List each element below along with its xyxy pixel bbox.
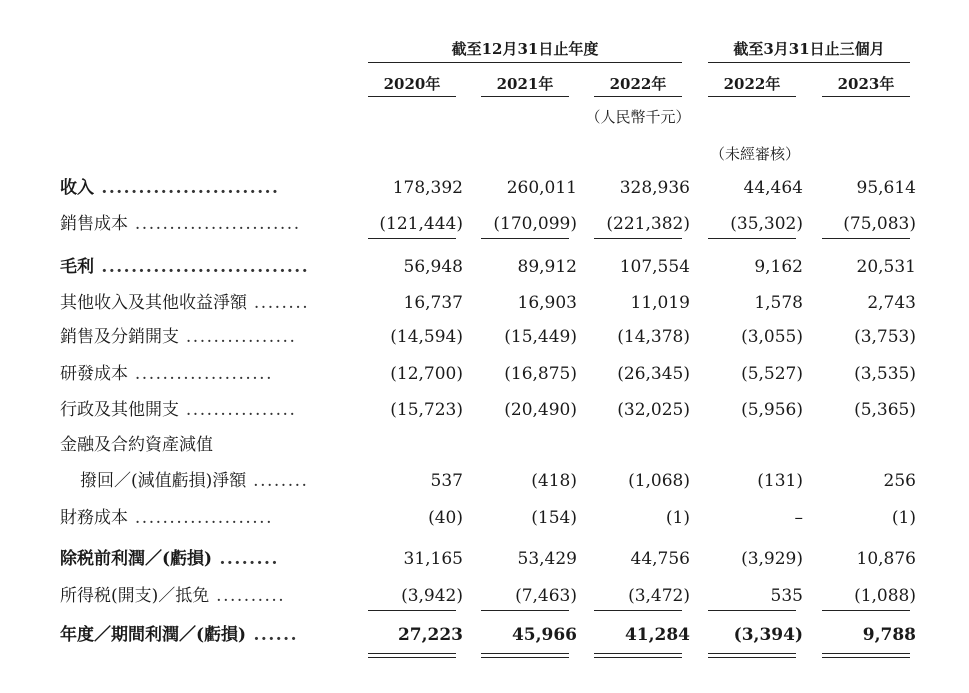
- cell-value: (15,449): [504, 327, 577, 347]
- total-double-rule: [594, 657, 682, 658]
- column-header-2022-q1: 2022年: [723, 75, 781, 93]
- cell-value: 16,903: [517, 293, 577, 313]
- total-double-rule: [368, 653, 456, 654]
- cell-value: 41,284: [624, 625, 690, 645]
- subtotal-rule: [708, 610, 796, 611]
- cell-value: 11,019: [630, 293, 690, 313]
- row-label-text: 毛利: [60, 257, 94, 277]
- row-label-text: 撥回／(減值虧損)淨額: [80, 471, 247, 491]
- total-double-rule: [822, 657, 910, 658]
- cell-value: 16,737: [403, 293, 463, 313]
- dot-leader: ........: [247, 293, 310, 313]
- row-label: [60, 507, 340, 529]
- cell-value: (131): [757, 471, 803, 491]
- row-label-text: 金融及合約資產減值: [60, 435, 213, 455]
- row-label-text: 行政及其他開支: [60, 400, 179, 420]
- row-label: [60, 624, 340, 646]
- header-group-year-end-rule: [368, 62, 682, 63]
- row-label-text: 年度／期間利潤／(虧損): [60, 625, 247, 645]
- cell-value: (3,394): [733, 625, 803, 645]
- cell-value: (3,535): [854, 364, 916, 384]
- cell-value: (15,723): [390, 400, 463, 420]
- cell-value: 45,966: [511, 625, 577, 645]
- cell-value: (3,942): [401, 586, 463, 606]
- cell-value: (75,083): [843, 214, 916, 234]
- subtotal-rule: [368, 610, 456, 611]
- cell-value: (1,068): [628, 471, 690, 491]
- cell-value: (32,025): [617, 400, 690, 420]
- cell-value: 2,743: [867, 293, 916, 313]
- cell-value: 44,464: [743, 178, 803, 198]
- unaudited-note: （未經審核）: [709, 145, 800, 163]
- cell-value: (35,302): [730, 214, 803, 234]
- cell-value: (14,378): [617, 327, 690, 347]
- column-header-2022: 2022年: [609, 75, 667, 93]
- cell-value: (5,527): [741, 364, 803, 384]
- row-label-text: 收入: [60, 178, 94, 198]
- cell-value: (154): [531, 508, 577, 528]
- row-label: [60, 177, 340, 199]
- cell-value: (3,472): [628, 586, 690, 606]
- header-group-year-end: 截至12月31日止年度: [451, 40, 599, 58]
- cell-value: 53,429: [517, 549, 577, 569]
- cell-value: (5,365): [854, 400, 916, 420]
- subtotal-rule: [708, 238, 796, 239]
- row-label-text: 所得税(開支)／抵免: [60, 586, 210, 606]
- column-rule-2021: [481, 96, 569, 97]
- row-label-text: 銷售成本: [60, 214, 128, 234]
- cell-value: 20,531: [856, 257, 916, 277]
- row-label: [60, 585, 340, 607]
- cell-value: (14,594): [390, 327, 463, 347]
- row-label: [60, 363, 340, 385]
- dot-leader: ......: [246, 625, 299, 645]
- subtotal-rule: [481, 610, 569, 611]
- column-rule-2023-q1: [822, 96, 910, 97]
- total-double-rule: [481, 657, 569, 658]
- dot-leader: ............................: [94, 257, 310, 277]
- row-label: [60, 256, 340, 278]
- cell-value: 260,011: [506, 178, 577, 198]
- cell-value: (3,929): [741, 549, 803, 569]
- cell-value: (221,382): [606, 214, 690, 234]
- total-double-rule: [708, 657, 796, 658]
- row-label-text: 除税前利潤／(虧損): [60, 549, 213, 569]
- column-rule-2020: [368, 96, 456, 97]
- dot-leader: ........................: [128, 214, 301, 234]
- cell-value: 537: [430, 471, 463, 491]
- cell-value: 10,876: [856, 549, 916, 569]
- cell-value: (418): [531, 471, 577, 491]
- cell-value: (5,956): [741, 400, 803, 420]
- cell-value: (1,088): [854, 586, 916, 606]
- dot-leader: ........: [212, 549, 279, 569]
- cell-value: 89,912: [517, 257, 577, 277]
- cell-value: (40): [428, 508, 463, 528]
- row-label-text: 其他收入及其他收益淨額: [60, 293, 247, 313]
- cell-value: –: [794, 508, 803, 528]
- header-group-three-months: 截至3月31日止三個月: [733, 40, 885, 58]
- cell-value: 9,162: [754, 257, 803, 277]
- row-label: [60, 399, 340, 421]
- total-double-rule: [368, 657, 456, 658]
- dot-leader: ..........: [209, 586, 286, 606]
- subtotal-rule: [822, 238, 910, 239]
- row-label: [60, 326, 340, 348]
- cell-value: 328,936: [619, 178, 690, 198]
- dot-leader: ........................: [94, 178, 280, 198]
- total-double-rule: [708, 653, 796, 654]
- cell-value: 31,165: [403, 549, 463, 569]
- row-label: [60, 548, 340, 570]
- cell-value: (1): [891, 508, 916, 528]
- total-double-rule: [481, 653, 569, 654]
- dot-leader: ................: [179, 400, 297, 420]
- total-double-rule: [822, 653, 910, 654]
- subtotal-rule: [594, 610, 682, 611]
- unit-note: （人民幣千元）: [585, 108, 691, 126]
- row-label: [60, 434, 340, 456]
- row-label: [80, 470, 340, 492]
- subtotal-rule: [481, 238, 569, 239]
- cell-value: 27,223: [397, 625, 463, 645]
- cell-value: 9,788: [862, 625, 916, 645]
- dot-leader: ................: [179, 327, 297, 347]
- cell-value: (12,700): [390, 364, 463, 384]
- cell-value: (7,463): [515, 586, 577, 606]
- dot-leader: ....................: [128, 508, 273, 528]
- row-label-text: 銷售及分銷開支: [60, 327, 179, 347]
- column-rule-2022: [594, 96, 682, 97]
- dot-leader: ....................: [128, 364, 273, 384]
- row-label: [60, 292, 340, 314]
- row-label-text: 研發成本: [60, 364, 128, 384]
- cell-value: 178,392: [392, 178, 463, 198]
- cell-value: (121,444): [379, 214, 463, 234]
- cell-value: 1,578: [754, 293, 803, 313]
- cell-value: 44,756: [630, 549, 690, 569]
- cell-value: (3,753): [854, 327, 916, 347]
- subtotal-rule: [822, 610, 910, 611]
- column-header-2023-q1: 2023年: [837, 75, 895, 93]
- cell-value: 535: [770, 586, 803, 606]
- subtotal-rule: [594, 238, 682, 239]
- row-label: [60, 213, 340, 235]
- cell-value: (20,490): [504, 400, 577, 420]
- cell-value: (26,345): [617, 364, 690, 384]
- subtotal-rule: [368, 238, 456, 239]
- cell-value: (3,055): [741, 327, 803, 347]
- cell-value: (170,099): [493, 214, 577, 234]
- header-group-three-months-rule: [708, 62, 910, 63]
- cell-value: 95,614: [856, 178, 916, 198]
- total-double-rule: [594, 653, 682, 654]
- column-header-2021: 2021年: [496, 75, 554, 93]
- cell-value: 256: [883, 471, 916, 491]
- cell-value: (16,875): [504, 364, 577, 384]
- cell-value: 56,948: [403, 257, 463, 277]
- column-header-2020: 2020年: [383, 75, 441, 93]
- cell-value: (1): [665, 508, 690, 528]
- row-label-text: 財務成本: [60, 508, 128, 528]
- dot-leader: ........: [246, 471, 309, 491]
- cell-value: 107,554: [619, 257, 690, 277]
- column-rule-2022-q1: [708, 96, 796, 97]
